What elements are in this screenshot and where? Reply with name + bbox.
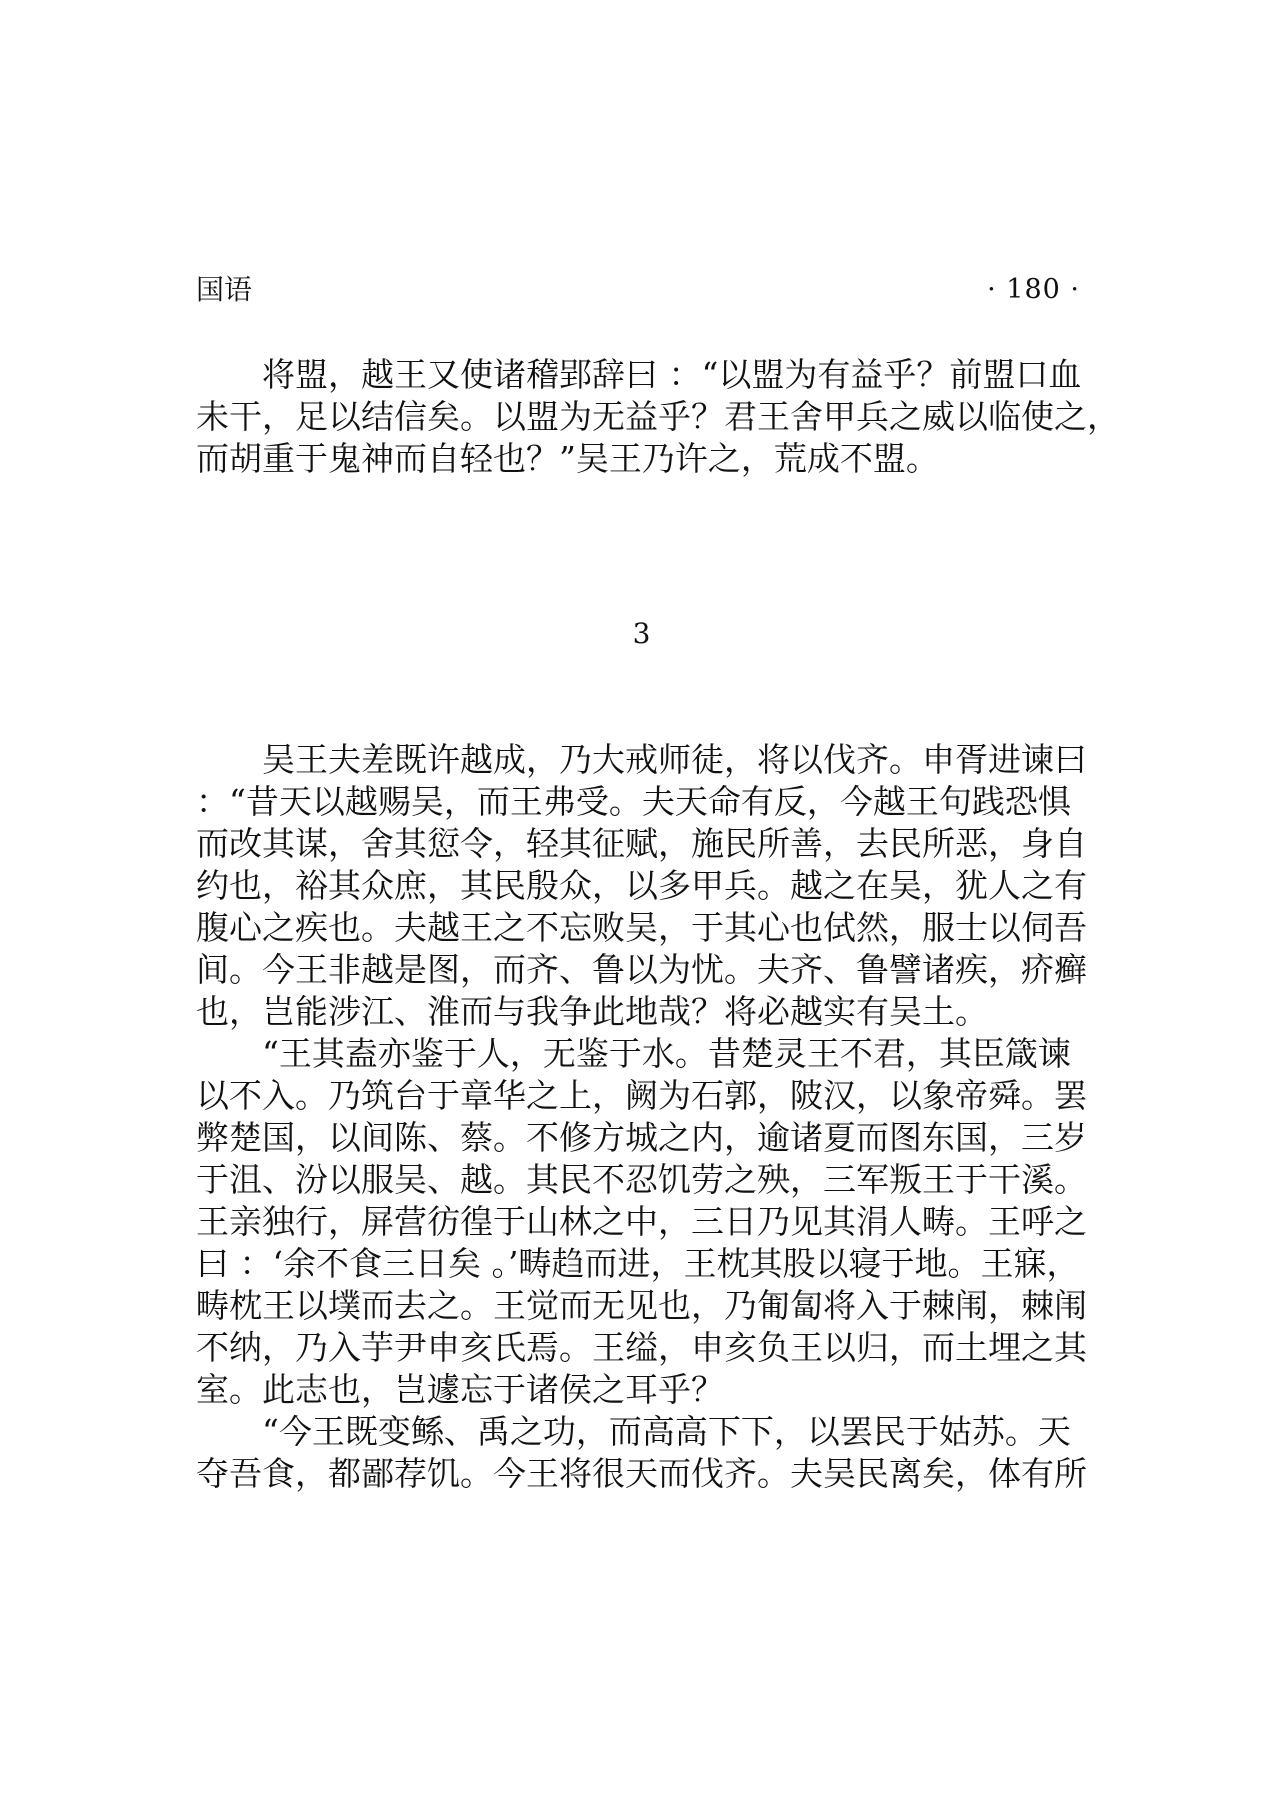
text-line: ：“昔天以越赐吴，而王弗受。夫天命有反，今越王句践恐惧 xyxy=(196,782,1071,821)
running-header-title: 国语 xyxy=(196,273,253,306)
text-line: 将盟，越王又使诸稽郢辞曰 ：“以盟为有益乎？前盟口血 xyxy=(196,355,1082,394)
text-line: “今王既变鲧、禹之功，而高高下下，以罢民于姑苏。天 xyxy=(196,1412,1071,1451)
text-line: 畴枕王以墣而去之。王觉而无见也，乃匍匐将入于棘闱，棘闱 xyxy=(196,1286,1087,1325)
text-line: 弊楚国，以间陈、蔡。不修方城之内，逾诸夏而图东国，三岁 xyxy=(196,1118,1087,1157)
text-line: 而改其谋，舍其愆令，轻其征赋，施民所善，去民所恶，身自 xyxy=(196,824,1087,863)
text-line: 夺吾食，都鄙荐饥。今王将很天而伐齐。夫吴民离矣，体有所 xyxy=(196,1454,1087,1493)
section-number: 3 xyxy=(632,617,651,650)
page-number: · 180 · xyxy=(987,274,1080,305)
text-line: 也，岂能涉江、淮而与我争此地哉？将必越实有吴土。 xyxy=(196,992,988,1031)
text-line: 曰 ：‘余不食三日矣 。’畴趋而进，王枕其股以寝于地。王寐， xyxy=(196,1244,1080,1283)
text-line: “王其盍亦鉴于人，无鉴于水。昔楚灵王不君，其臣箴谏 xyxy=(196,1034,1071,1073)
text-line: 约也，裕其众庶，其民殷众，以多甲兵。越之在吴，犹人之有 xyxy=(196,866,1087,905)
paragraph-block-1 xyxy=(196,354,1121,480)
text-line: 以不入。乃筑台于章华之上，阙为石郭，陂汉，以象帝舜。罢 xyxy=(196,1076,1087,1115)
text-line: 于沮、汾以服吴、越。其民不忍饥劳之殃，三军叛王于干溪。 xyxy=(196,1160,1087,1199)
text-line: 而胡重于鬼神而自轻也？”吴王乃许之，荒成不盟。 xyxy=(196,439,939,478)
text-line: 腹心之疾也。夫越王之不忘败吴，于其心也侙然，服士以伺吾 xyxy=(196,908,1087,947)
text-line: 不纳，乃入芋尹申亥氏焉。王缢，申亥负王以归，而土埋之其 xyxy=(196,1328,1087,1367)
text-line: 吴王夫差既许越成，乃大戒师徒，将以伐齐。申胥进谏曰 xyxy=(196,740,1087,779)
text-line: 间。今王非越是图，而齐、鲁以为忧。夫齐、鲁譬诸疾，疥癣 xyxy=(196,950,1087,989)
paragraph-block-2 xyxy=(196,739,1121,1495)
text-line: 王亲独行，屏营彷徨于山林之中，三日乃见其涓人畴。王呼之 xyxy=(196,1202,1087,1241)
text-line: 未干，足以结信矣。以盟为无益乎？君王舍甲兵之威以临使之， xyxy=(196,397,1120,436)
text-line: 室。此志也，岂遽忘于诸侯之耳乎？ xyxy=(196,1370,724,1409)
